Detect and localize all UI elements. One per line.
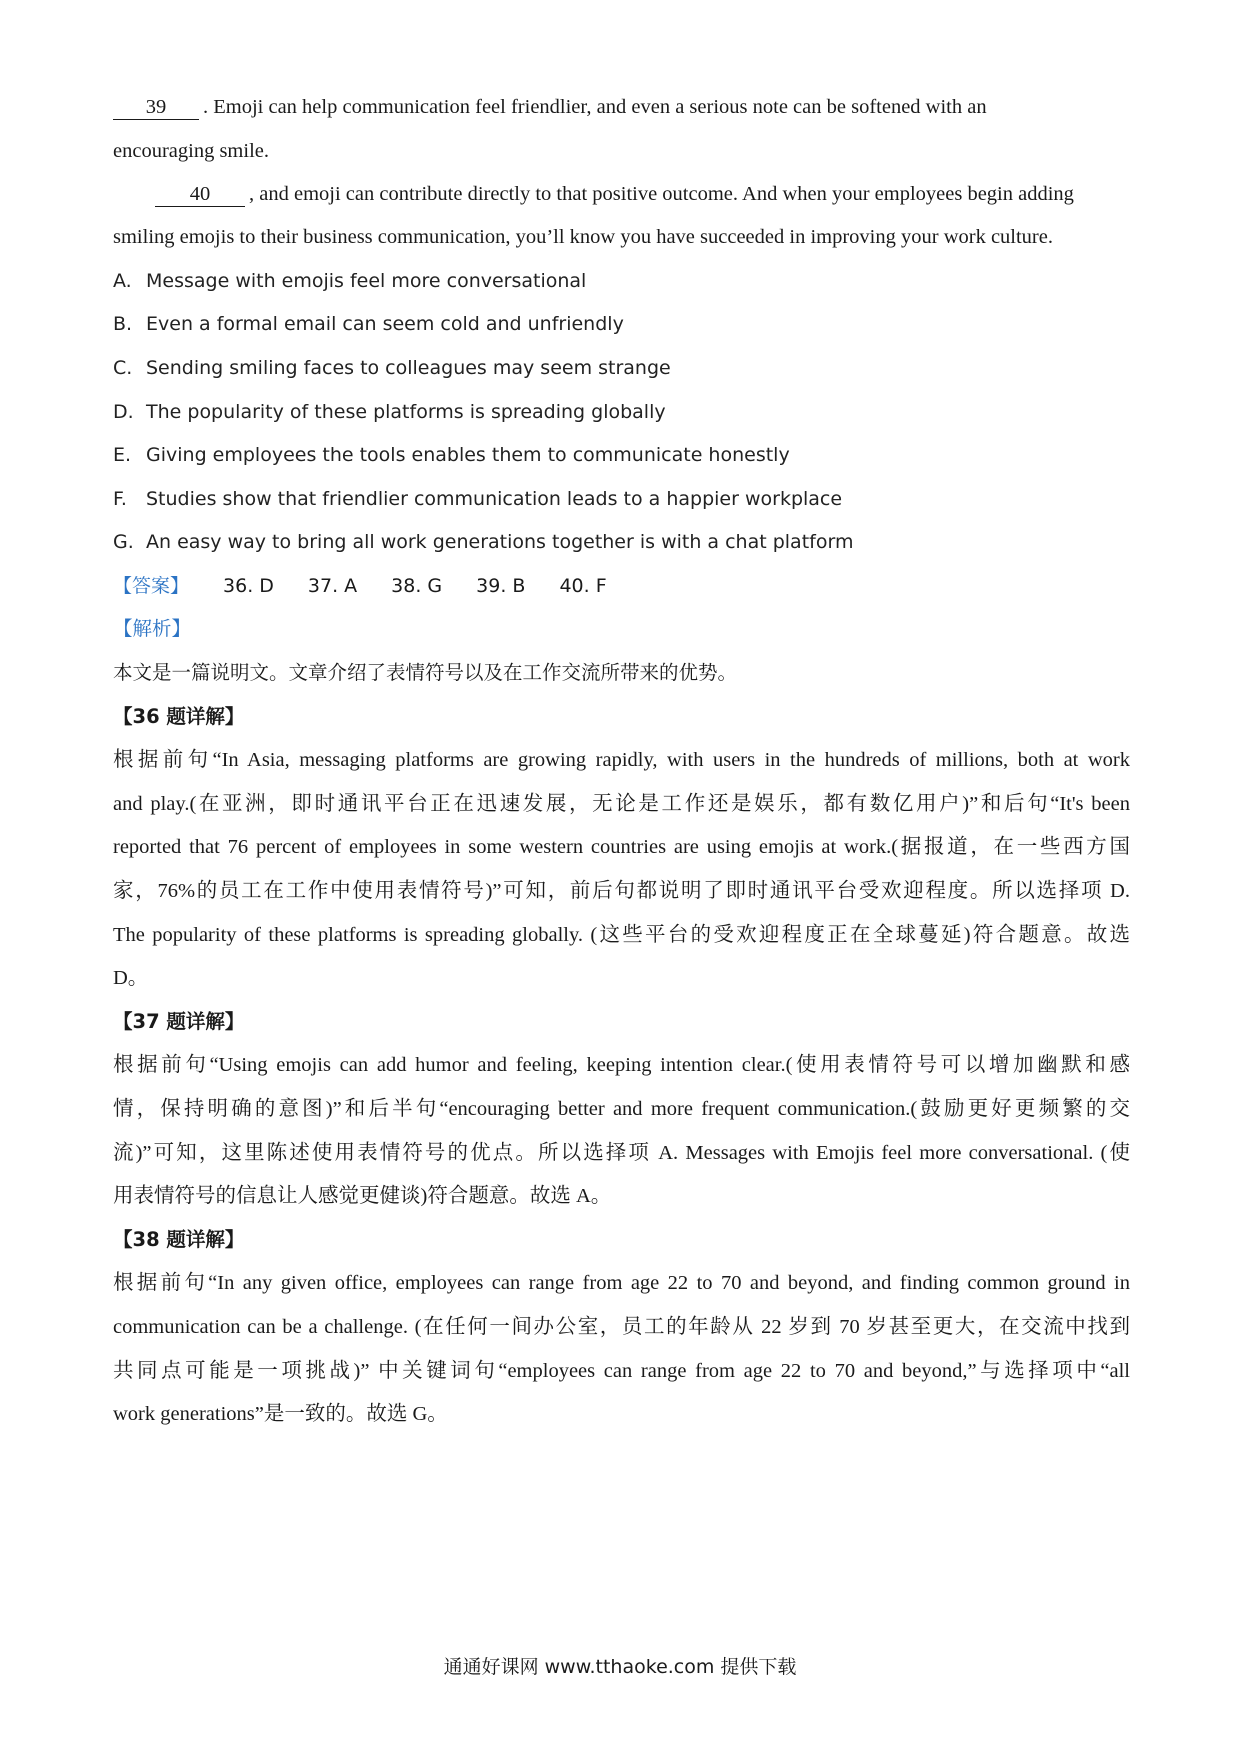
q38-line: work generations”是一致的。故选 G。 xyxy=(113,1403,448,1425)
q38-line: 根据前句“In any given office, employees can range from age 22 to 70 and beyond, and finding common ground in xyxy=(113,1272,1130,1294)
option-letter: A. xyxy=(113,270,132,292)
option-e xyxy=(113,440,790,470)
q37-heading: 【37 题详解】 xyxy=(113,1010,245,1033)
answer-blank-40: 40 xyxy=(155,182,245,207)
page-footer: 通通好课网 www.tthaoke.com 提供下载 xyxy=(443,1656,797,1678)
option-g xyxy=(113,527,853,557)
q36-line: The popularity of these platforms is spreading globally. (这些平台的受欢迎程度正在全球蔓延)符合题意。故选 xyxy=(113,924,1130,946)
q38-heading: 【38 题详解】 xyxy=(113,1228,245,1251)
q36-line: and play.(在亚洲，即时通讯平台正在迅速发展，无论是工作还是娱乐，都有数亿用户)”和后句“It's been xyxy=(113,793,1130,815)
answer-blank-39: 39 xyxy=(113,95,199,120)
passage-q40-line2: smiling emojis to their business communication, you’ll know you have succeeded in improving your work culture. xyxy=(113,226,1053,248)
option-text: An easy way to bring all work generations together is with a chat platform xyxy=(146,531,854,553)
answer-item: 37. A xyxy=(307,575,358,597)
passage-q39-line2: encouraging smile. xyxy=(113,140,269,162)
option-text: The popularity of these platforms is spreading globally xyxy=(146,401,666,423)
option-text: Studies show that friendlier communication leads to a happier workplace xyxy=(146,488,843,510)
option-letter: F. xyxy=(113,488,127,510)
option-text: Even a formal email can seem cold and unfriendly xyxy=(146,313,624,335)
q36-heading: 【36 题详解】 xyxy=(113,705,245,728)
answer-item: 39. B xyxy=(476,575,526,597)
option-f xyxy=(113,484,842,514)
answer-key xyxy=(113,571,607,601)
passage-q39-line1 xyxy=(113,92,987,122)
option-letter: C. xyxy=(113,357,133,379)
answer-item: 38. G xyxy=(391,575,443,597)
passage-q40-line1 xyxy=(155,179,1074,209)
option-letter: G. xyxy=(113,531,134,553)
q37-line: 用表情符号的信息让人感觉更健谈)符合题意。故选 A。 xyxy=(113,1185,612,1207)
q38-line: communication can be a challenge. (在任何一间办公室，员工的年龄从 22 岁到 70 岁甚至更大，在交流中找到 xyxy=(113,1316,1130,1338)
option-letter: B. xyxy=(113,313,133,335)
q36-line: reported that 76 percent of employees in some western countries are using emojis at work.(据报道，在一些西方国 xyxy=(113,836,1130,858)
option-letter: D. xyxy=(113,401,134,423)
passage-text: , and emoji can contribute directly to that positive outcome. And when your employees begin adding xyxy=(249,183,1074,205)
q38-line: 共同点可能是一项挑战)” 中关键词句“employees can range from age 22 to 70 and beyond,”与选择项中“all xyxy=(113,1360,1130,1382)
option-text: Message with emojis feel more conversational xyxy=(146,270,587,292)
q37-line: 根据前句“Using emojis can add humor and feeling, keeping intention clear.(使用表情符号可以增加幽默和感 xyxy=(113,1054,1130,1076)
passage-text: . Emoji can help communication feel friendlier, and even a serious note can be softened with an xyxy=(203,96,987,118)
answer-item: 40. F xyxy=(559,575,607,597)
q36-line: 家，76%的员工在工作中使用表情符号)”可知，前后句都说明了即时通讯平台受欢迎程度。所以选择项 D. xyxy=(113,880,1130,902)
analysis-label: 【解析】 xyxy=(113,617,192,640)
option-a xyxy=(113,266,586,296)
q36-line: 根据前句“In Asia, messaging platforms are growing rapidly, with users in the hundreds of millions, both at work xyxy=(113,749,1130,771)
q37-line: 情，保持明确的意图)”和后半句“encouraging better and more frequent communication.(鼓励更好更频繁的交 xyxy=(113,1098,1130,1120)
option-letter: E. xyxy=(113,444,132,466)
option-c xyxy=(113,353,671,383)
answer-item: 36. D xyxy=(223,575,274,597)
option-text: Giving employees the tools enables them to communicate honestly xyxy=(146,444,790,466)
option-b xyxy=(113,309,624,339)
document-page xyxy=(113,0,1130,1754)
q37-line: 流)”可知，这里陈述使用表情符号的优点。所以选择项 A. Messages with Emojis feel more conversational. (使 xyxy=(113,1142,1130,1164)
option-d xyxy=(113,397,666,427)
analysis-summary: 本文是一篇说明文。文章介绍了表情符号以及在工作交流所带来的优势。 xyxy=(113,661,738,684)
answer-label: 【答案】 xyxy=(113,575,190,597)
option-text: Sending smiling faces to colleagues may seem strange xyxy=(146,357,671,379)
q36-line: D。 xyxy=(113,967,149,989)
